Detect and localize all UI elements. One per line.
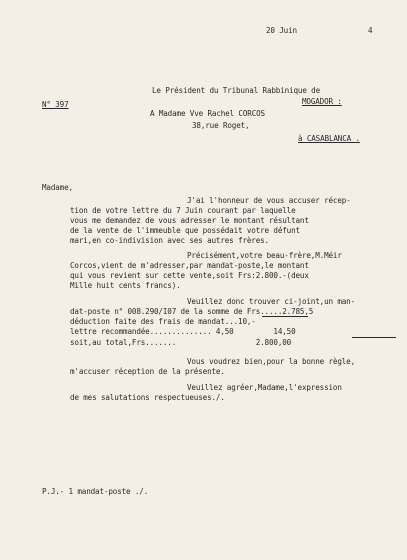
paragraph-1-line-2: tion de votre lettre du 7 Juin courant par laquelle [70,206,296,215]
paragraph-3-line-3: déduction faite des frais de mandat...10,- [70,317,256,326]
sender-line-1: Le Président du Tribunal Rabbinique de [152,86,321,95]
enclosure-note: P.J.- 1 mandat-poste ./. [42,487,149,496]
paragraph-2-line-4: Mille huit cents francs). [70,281,181,290]
rule-under-10 [262,316,308,317]
paragraph-2-line-3: qui vous revient sur cette vente,soit Frs:2.800.-(deux [70,271,309,280]
reference-number: N° 397 [42,100,69,109]
paragraph-1-line-3: vous me demandez de vous adresser le montant résultant [70,216,309,225]
recipient-name: A Madame Vve Rachel CORCOS [150,109,265,118]
paragraph-2-line-2: Corcos,vient de m'adresser,par mandat-poste,le montant [70,261,309,270]
recipient-street: 38,rue Roget, [192,121,250,130]
paragraph-1-line-1: J'ai l'honneur de vous accuser récep- [187,196,351,205]
paragraph-1-line-5: mari,en co-indivision avec ses autres frères. [70,236,269,245]
rule-over-total [352,337,396,338]
sender-line-2: MOGADOR : [302,97,342,106]
paragraph-4-line-2: m'accuser réception de la présente. [70,367,225,376]
paragraph-5-line-1: Veuillez agréer,Madame,l'expression [187,383,342,392]
recipient-city: à CASABLANCA . [298,134,360,143]
page-number: 4 [368,26,373,35]
paragraph-5-line-2: de mes salutations respectueuses./. [70,393,225,402]
paragraph-3-line-4: lettre recommandée.............. 4,50 14,50 [70,327,296,336]
paragraph-3-line-5: soit,au total,Frs....... 2.800,00 [70,338,292,347]
paragraph-3-line-1: Veuillez donc trouver ci-joint,un man- [187,297,356,306]
paragraph-2-line-1: Précisément,votre beau-frère,M.Méir [187,251,342,260]
paragraph-4-line-1: Vous voudrez bien,pour la bonne règle, [187,357,356,366]
letter-date: 20 Juin [266,26,297,35]
paragraph-1-line-4: de la vente de l'immeuble que possédait votre défunt [70,226,300,235]
paragraph-3-line-2: dat-poste n° 008.290/I07 de la somme de Frs.....2.785,5 [70,307,314,316]
salutation: Madame, [42,183,73,192]
